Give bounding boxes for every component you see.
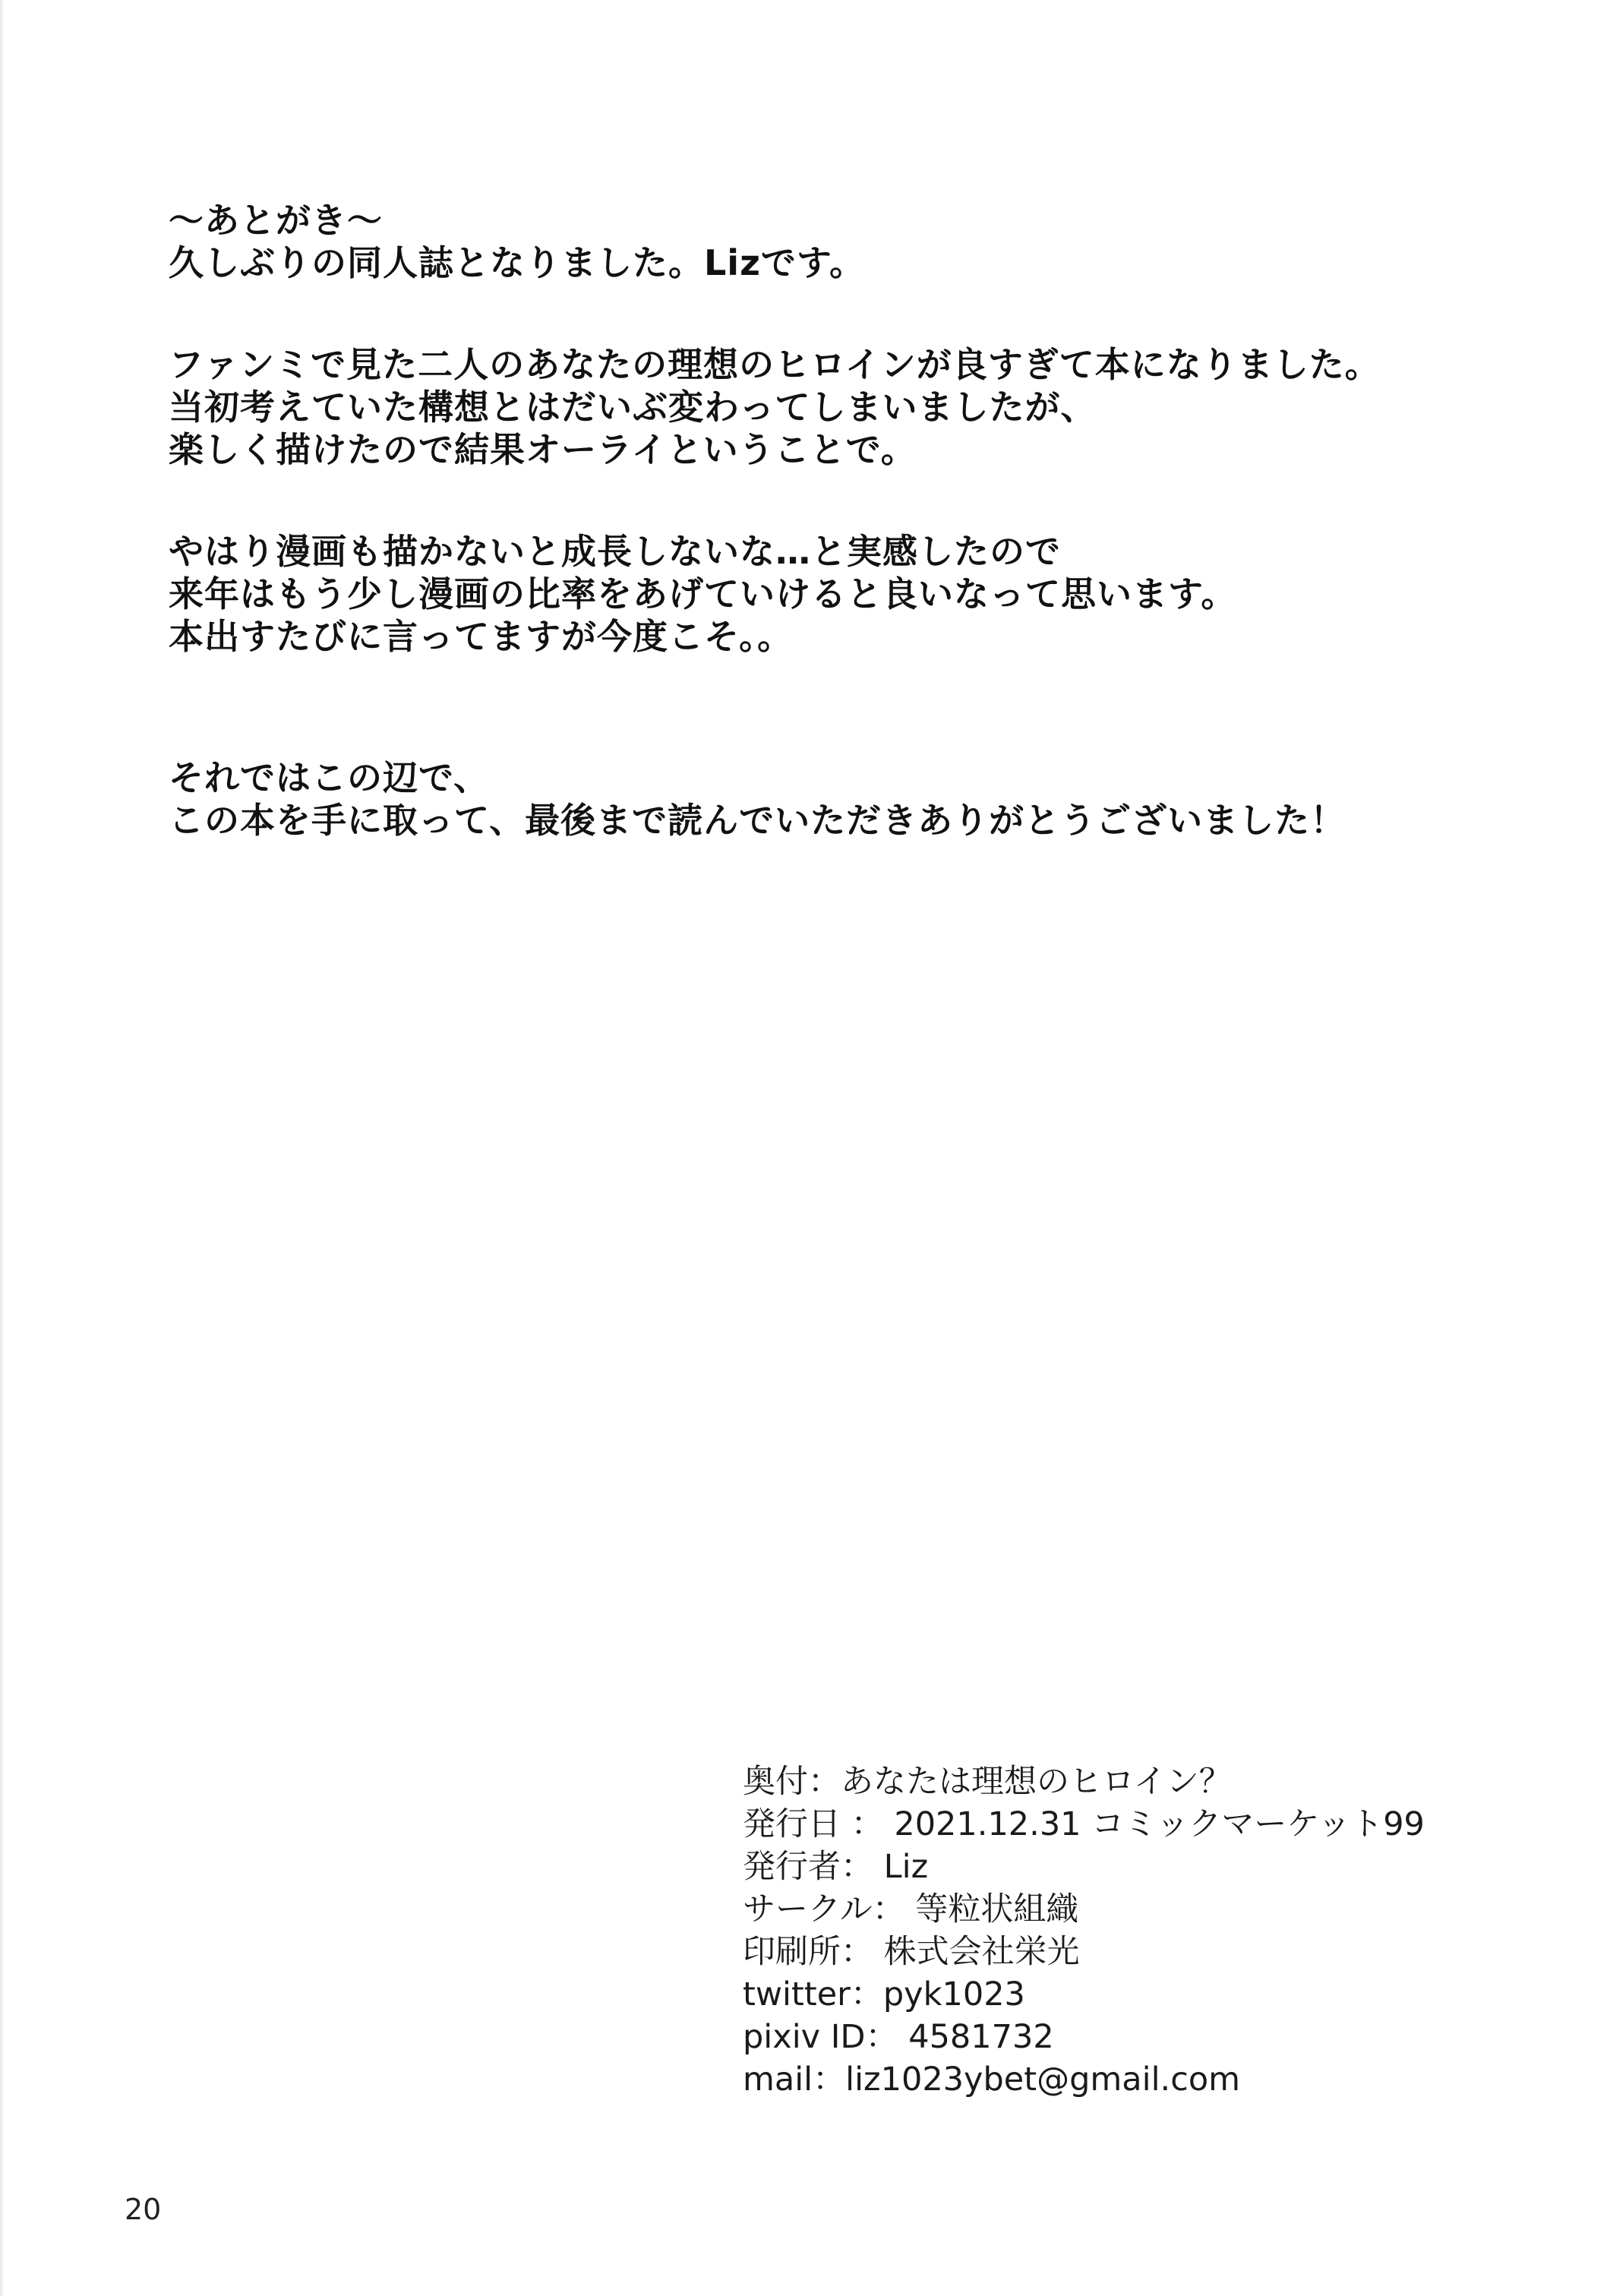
afterword-paragraph2-line1: やはり漫画も描かないと成長しないな…と実感したので [169, 531, 1061, 572]
afterword-closing-line1: それではこの辺で、 [169, 757, 490, 798]
colophon-separator: ： [808, 1763, 841, 1801]
afterword-paragraph2-line3: 本出すたびに言ってますが今度こそ。。 [169, 616, 794, 657]
colophon-twitter-handle: pyk1023 [882, 1975, 1025, 2013]
afterword-paragraph2-line2: 来年はもう少し漫画の比率をあげていけると良いなって思います。 [169, 573, 1237, 614]
colophon-separator: ： [841, 1933, 884, 1971]
afterword-heading: 〜あとがき〜 [169, 200, 383, 241]
colophon-circle-row [743, 1888, 1578, 1931]
colophon-book-title: あなたは理想のヒロイン？ [841, 1763, 1232, 1801]
colophon-printer-row [743, 1931, 1578, 1973]
colophon-label: twitter [743, 1975, 851, 2013]
colophon-separator: ： [872, 1890, 916, 1928]
afterword-paragraph1-line2: 当初考えていた構想とはだいぶ変わってしまいましたが、 [169, 387, 1097, 428]
colophon-title-row [743, 1761, 1578, 1803]
afterword-paragraph1-line1: ファンミで見た二人のあなたの理想のヒロインが良すぎて本になりました。 [169, 344, 1381, 385]
colophon-publisher-row [743, 1846, 1578, 1888]
colophon-label: サークル [743, 1890, 873, 1928]
colophon-section [743, 1761, 1578, 2101]
page-number: 20 [125, 2193, 162, 2226]
afterword-closing-line2: この本を手に取って、最後まで読んでいただきありがとうございました！ [169, 800, 1346, 841]
colophon-separator: ： [865, 2018, 909, 2056]
colophon-publisher: Liz [883, 1848, 929, 1886]
colophon-label: mail [743, 2061, 813, 2099]
colophon-separator: ： [850, 1975, 883, 2013]
colophon-publish-date: 2021.12.31 コミックマーケット99 [894, 1805, 1425, 1843]
colophon-mail-row [743, 2058, 1578, 2101]
colophon-circle: 等粒状組織 [915, 1890, 1079, 1928]
colophon-separator: ： [841, 1805, 895, 1843]
colophon-pixiv-id: 4581732 [908, 2018, 1054, 2056]
colophon-printer: 株式会社栄光 [883, 1933, 1080, 1971]
colophon-separator: ： [813, 2061, 846, 2099]
colophon-date-row [743, 1803, 1578, 1846]
colophon-mail-address: liz1023ybet@gmail.com [845, 2061, 1241, 2099]
afterword-section [169, 199, 1581, 842]
afterword-paragraph1-line3: 楽しく描けたので結果オーライということで。 [169, 429, 917, 470]
colophon-label: 印刷所 [743, 1933, 841, 1971]
colophon-twitter-row [743, 1973, 1578, 2016]
colophon-separator: ： [841, 1848, 884, 1886]
colophon-label: 発行日 [743, 1805, 841, 1843]
colophon-label: 発行者 [743, 1848, 841, 1886]
afterword-intro: 久しぶりの同人誌となりました。Lizです。 [169, 242, 866, 283]
page-edge-shadow [0, 0, 5, 2296]
colophon-label: pixiv ID [743, 2018, 866, 2056]
colophon-label: 奥付 [743, 1763, 808, 1801]
colophon-pixiv-row [743, 2016, 1578, 2058]
